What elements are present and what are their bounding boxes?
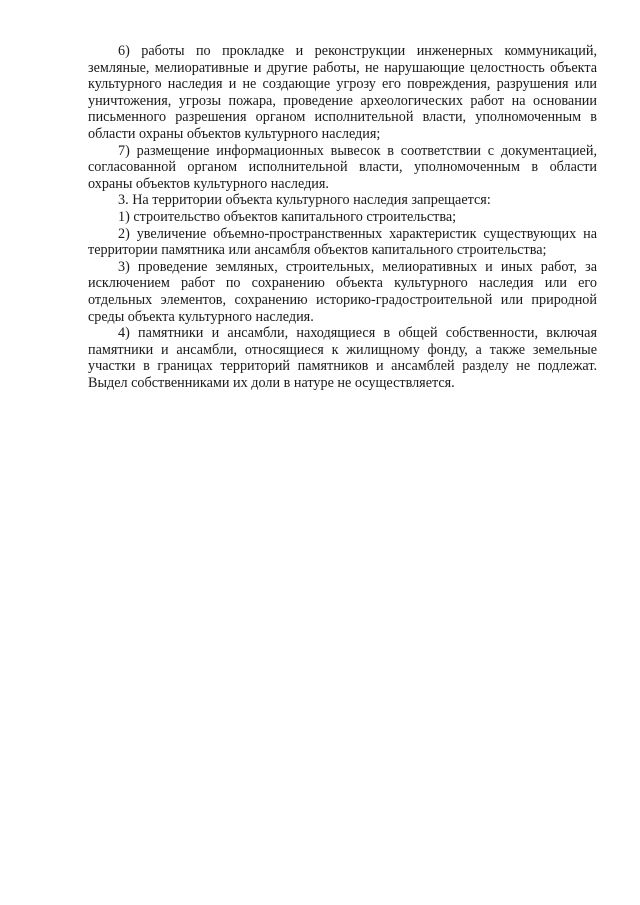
paragraph-item-3-earthworks: 3) проведение земляных, строительных, мелиоративных и иных работ, за исключением работ по сохранению объекта культурного наследия или его отдельных элементов, сохранению историко-градостроительной или природной среды объекта культурного наследия. — [88, 258, 597, 325]
paragraph-item-7-signs: 7) размещение информационных вывесок в соответствии с документацией, согласованной органом исполнительной власти, уполномоченным в области охраны объектов культурного наследия. — [88, 142, 597, 192]
paragraph-section-3-heading: 3. На территории объекта культурного наследия запрещается: — [118, 192, 491, 209]
paragraph-item-6-works: 6) работы по прокладке и реконструкции инженерных коммуникаций, земляные, мелиоративные и другие работы, не нарушающие целостность объекта культурного наследия и не создающие угрозу его повреждения, разрушения или уничтожения, угрозы пожара, проведение археологических работ на основании письменного разрешения органом исполнительной власти, уполномоченным в области охраны объектов культурного наследия; — [88, 43, 597, 142]
document-body — [88, 43, 597, 391]
paragraph-item-4-ownership: 4) памятники и ансамбли, находящиеся в общей собственности, включая памятники и ансамбли, относящиеся к жилищному фонду, а также земельные участки в границах территорий памятников и ансамблей разделу не подлежат. Выдел собственниками их доли в натуре не осуществляется. — [88, 325, 597, 391]
paragraph-item-2-volume-increase: 2) увеличение объемно-пространственных характеристик существующих на территории памятника или ансамбля объектов капитального строительства; — [88, 225, 597, 259]
paragraph-item-1-construction: 1) строительство объектов капитального строительства; — [118, 208, 457, 225]
